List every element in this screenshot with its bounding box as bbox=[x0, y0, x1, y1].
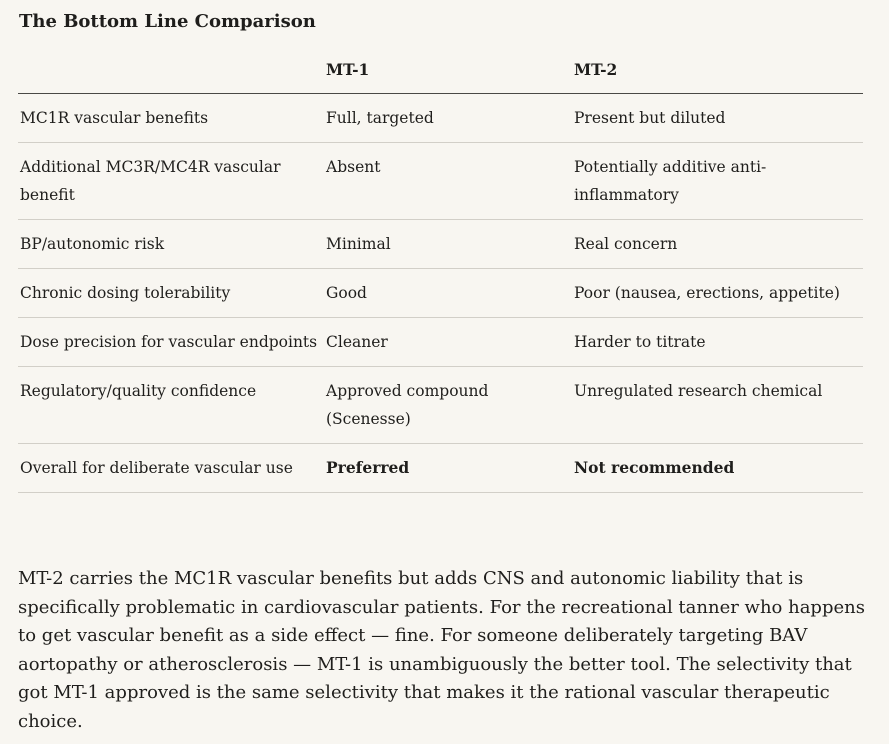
mt1-cell: Minimal bbox=[324, 220, 572, 269]
row-label: Overall for deliberate vascular use bbox=[18, 444, 324, 493]
row-label: BP/autonomic risk bbox=[18, 220, 324, 269]
mt2-cell: Harder to titrate bbox=[572, 318, 863, 367]
table-row bbox=[18, 367, 863, 444]
table-row bbox=[18, 220, 863, 269]
mt1-cell: Cleaner bbox=[324, 318, 572, 367]
row-label: Additional MC3R/MC4R vascular benefit bbox=[18, 143, 324, 220]
mt1-cell: Full, targeted bbox=[324, 94, 572, 143]
mt1-cell: Absent bbox=[324, 143, 572, 220]
row-label: Chronic dosing tolerability bbox=[18, 269, 324, 318]
mt2-cell: Present but diluted bbox=[572, 94, 863, 143]
table-row bbox=[18, 318, 863, 367]
table-row bbox=[18, 143, 863, 220]
mt2-cell: Unregulated research chemical bbox=[572, 367, 863, 444]
section-heading: The Bottom Line Comparison bbox=[19, 11, 316, 32]
mt2-cell: Poor (nausea, erections, appetite) bbox=[572, 269, 863, 318]
mt1-verdict: Preferred bbox=[324, 444, 572, 493]
comparison-table bbox=[18, 46, 863, 493]
mt2-verdict: Not recommended bbox=[572, 444, 863, 493]
summary-paragraph: MT-2 carries the MC1R vascular benefits but adds CNS and autonomic liability that is specifically problematic in cardiovascular patients. For the recreational tanner who happens to get vascular benefit as a side effect — fine. For someone deliberately targeting BAV aortopathy or atherosclerosis — MT-1 is unambiguously the better tool. The selectivity that got MT-1 approved is the same selectivity that makes it the rational vascular therapeutic choice. bbox=[18, 568, 865, 732]
mt1-cell: Approved compound (Scenesse) bbox=[324, 367, 572, 444]
mt1-cell: Good bbox=[324, 269, 572, 318]
row-label: MC1R vascular benefits bbox=[18, 94, 324, 143]
column-header-label bbox=[18, 46, 324, 94]
table-header-row bbox=[18, 46, 863, 94]
row-label: Dose precision for vascular endpoints bbox=[18, 318, 324, 367]
mt2-cell: Potentially additive anti-inflammatory bbox=[572, 143, 863, 220]
mt2-cell: Real concern bbox=[572, 220, 863, 269]
row-label: Regulatory/quality confidence bbox=[18, 367, 324, 444]
column-header-mt2: MT-2 bbox=[572, 46, 863, 94]
column-header-mt1: MT-1 bbox=[324, 46, 572, 94]
table-row bbox=[18, 94, 863, 143]
table-row bbox=[18, 269, 863, 318]
table-row-overall bbox=[18, 444, 863, 493]
